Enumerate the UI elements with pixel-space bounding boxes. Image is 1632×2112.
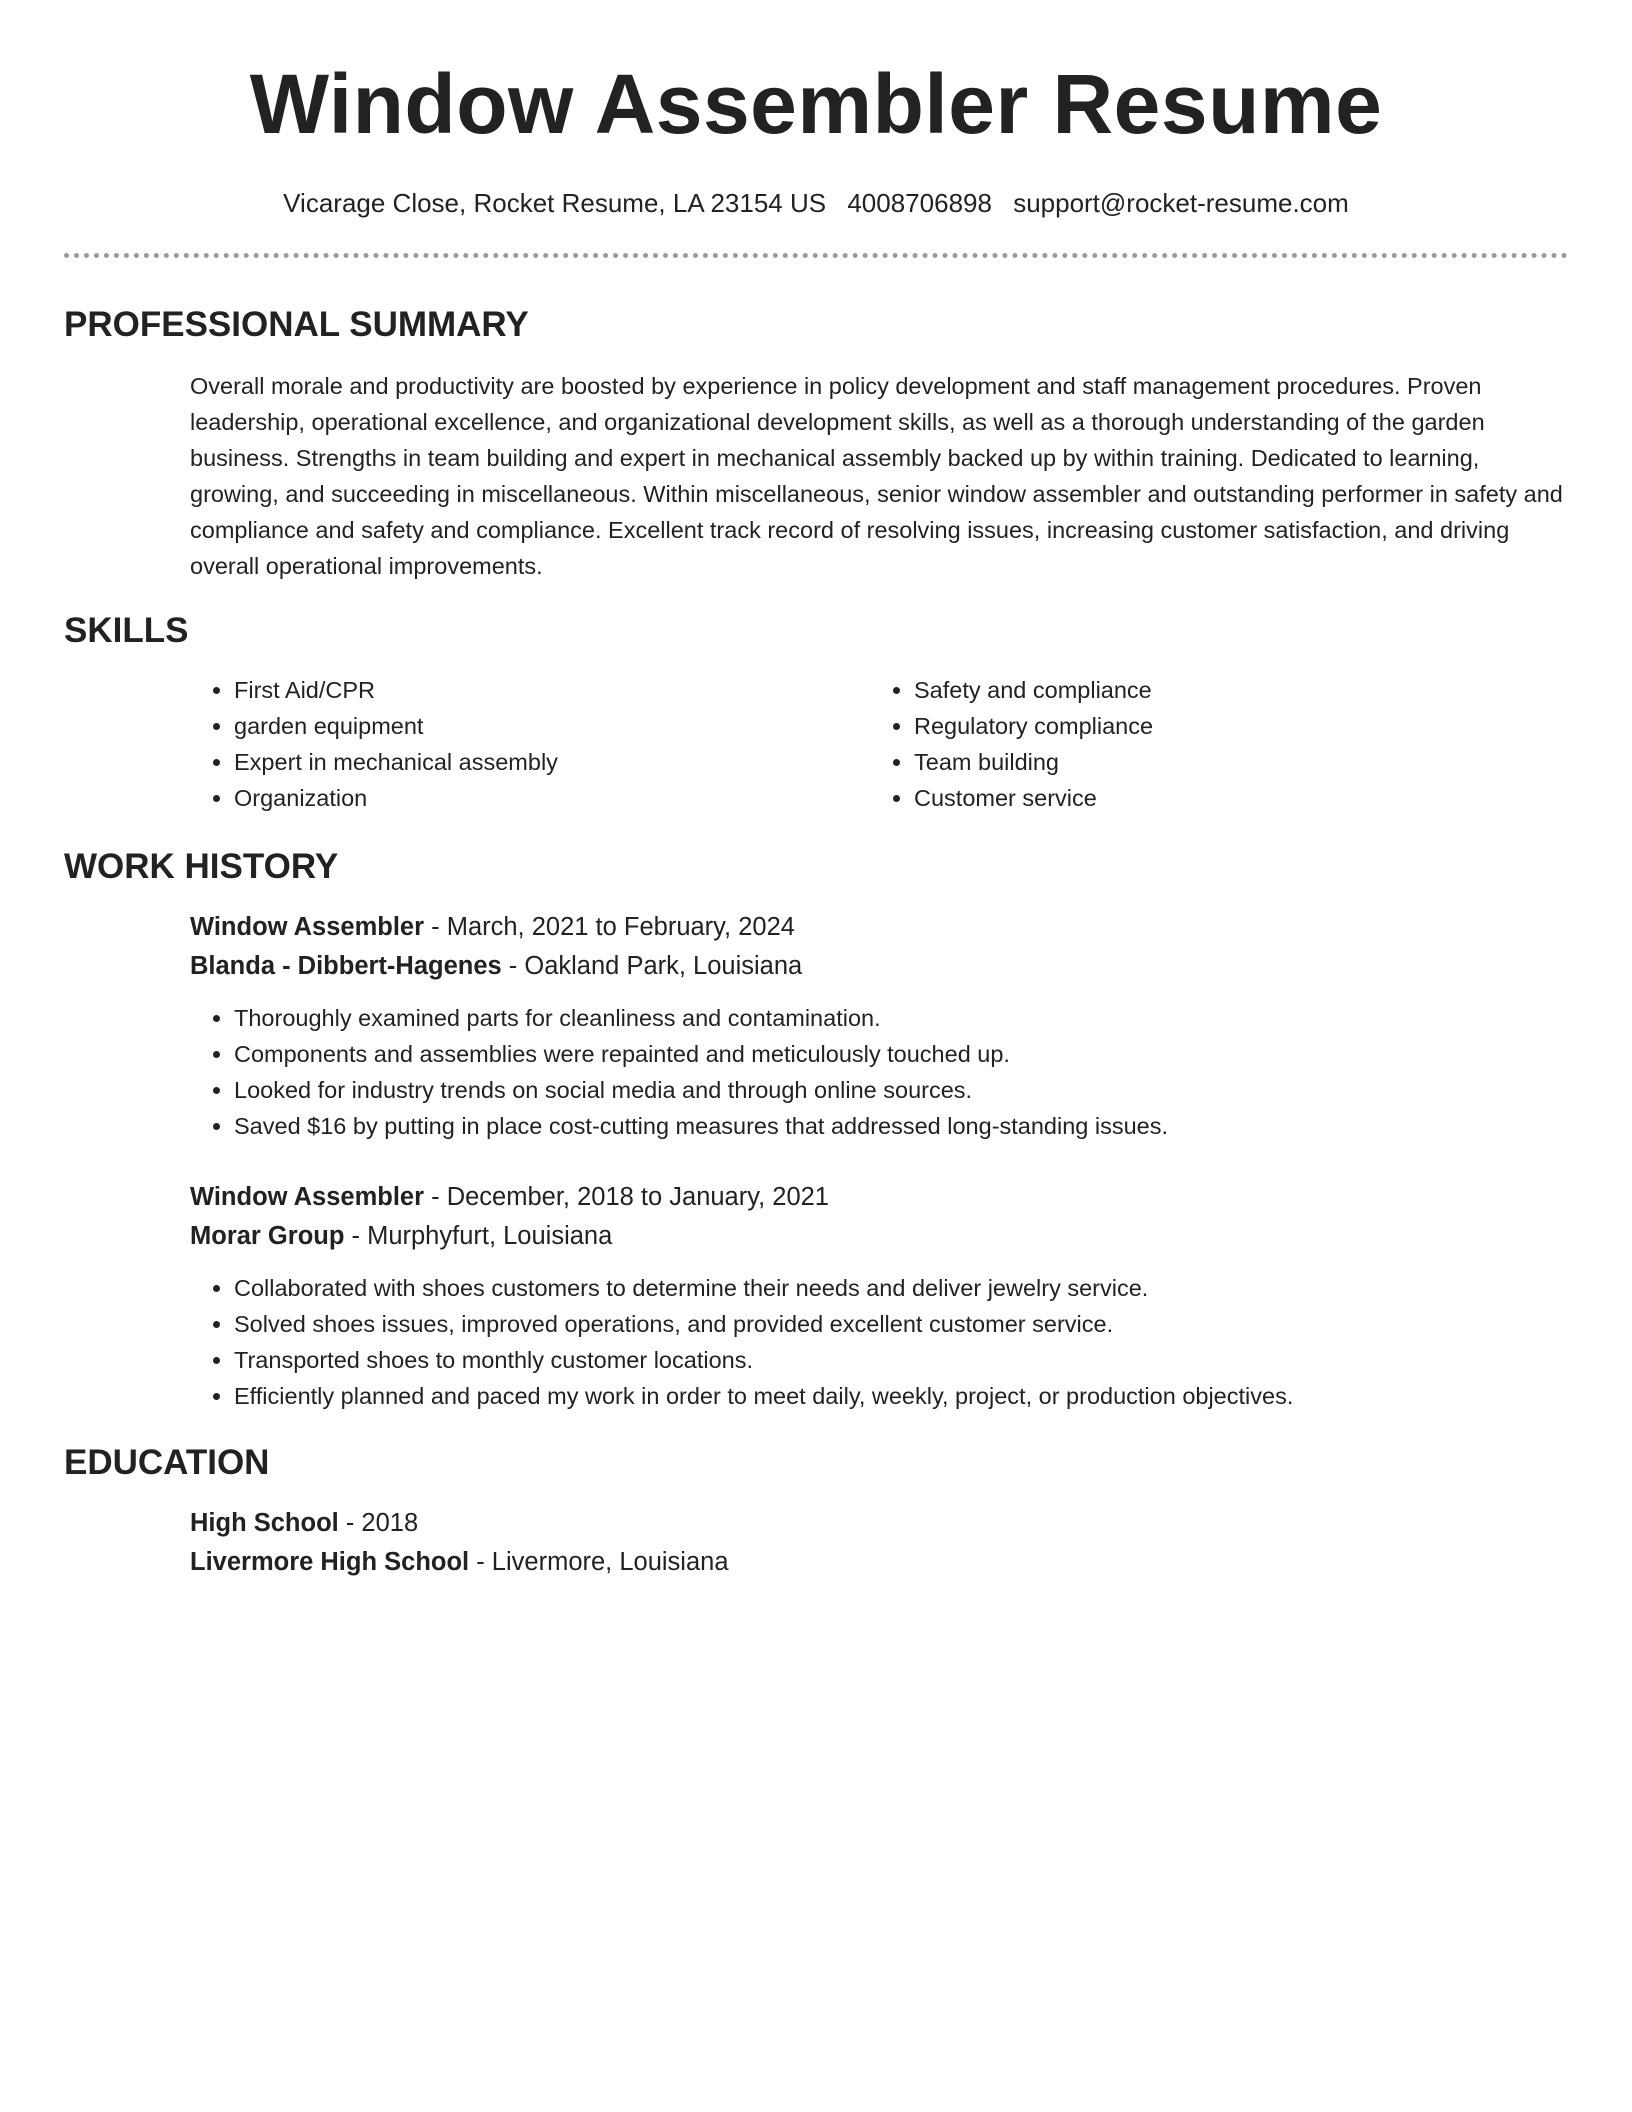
skill-item: • Safety and compliance bbox=[914, 672, 1510, 708]
job-bullet: • Components and assemblies were repainted and meticulously touched up. bbox=[234, 1036, 1568, 1072]
job-location: - Oakland Park, Louisiana bbox=[501, 952, 803, 980]
job-company-line bbox=[190, 1217, 1568, 1256]
job-location: - Murphyfurt, Louisiana bbox=[344, 1222, 613, 1250]
job-bullet: • Looked for industry trends on social media and through online sources. bbox=[234, 1072, 1568, 1108]
job-dates: - December, 2018 to January, 2021 bbox=[424, 1183, 829, 1211]
resume-header bbox=[64, 0, 1568, 220]
education-location: - Livermore, Louisiana bbox=[469, 1548, 729, 1576]
skill-item: • Expert in mechanical assembly bbox=[234, 744, 870, 780]
job-title-line bbox=[190, 908, 1568, 947]
job-company: Blanda - Dibbert-Hagenes bbox=[190, 952, 502, 980]
education-year: - 2018 bbox=[338, 1509, 419, 1537]
job-title: Window Assembler bbox=[190, 1183, 425, 1211]
skills-grid bbox=[190, 672, 1568, 816]
job-company-line bbox=[190, 947, 1568, 986]
skills-section bbox=[64, 610, 1568, 816]
summary-heading: PROFESSIONAL SUMMARY bbox=[64, 305, 529, 344]
job-entry bbox=[190, 1178, 1568, 1414]
job-bullets bbox=[190, 1000, 1568, 1144]
job-dates: - March, 2021 to February, 2024 bbox=[424, 913, 795, 941]
job-company: Morar Group bbox=[190, 1222, 345, 1250]
job-entry bbox=[190, 908, 1568, 1144]
job-title-line bbox=[190, 1178, 1568, 1217]
skill-item: • garden equipment bbox=[234, 708, 870, 744]
resume-title: Window Assembler Resume bbox=[249, 57, 1383, 151]
skills-column-right bbox=[870, 672, 1510, 816]
education-entry bbox=[190, 1504, 1568, 1582]
education-school: Livermore High School bbox=[190, 1548, 470, 1576]
skills-column-left bbox=[190, 672, 870, 816]
skill-item: • First Aid/CPR bbox=[234, 672, 870, 708]
contact-line bbox=[64, 186, 1568, 220]
education-degree: High School bbox=[190, 1509, 339, 1537]
skill-item: • Customer service bbox=[914, 780, 1510, 816]
skills-heading: SKILLS bbox=[64, 611, 189, 650]
education-school-line bbox=[190, 1543, 1568, 1582]
skill-item: • Regulatory compliance bbox=[914, 708, 1510, 744]
job-title: Window Assembler bbox=[190, 913, 425, 941]
summary-text: Overall morale and productivity are boosted by experience in policy development and staff management procedures. Proven leadership, operational excellence, and organizational development skills, as well as a thorough understanding of the garden business. Strengths in team building and expert in mechanical assembly backed up by within training. Dedicated to learning, growing, and succeeding in miscellaneous. Within miscellaneous, senior window assembler and outstanding performer in safety and compliance and safety and compliance. Excellent track record of resolving issues, increasing customer satisfaction, and driving overall operational improvements. bbox=[190, 373, 1563, 579]
skill-item: • Team building bbox=[914, 744, 1510, 780]
work-history-section bbox=[64, 846, 1568, 1414]
job-bullet: • Saved $16 by putting in place cost-cutting measures that addressed long-standing issues. bbox=[234, 1108, 1568, 1144]
job-bullets bbox=[190, 1270, 1568, 1414]
education-degree-line bbox=[190, 1504, 1568, 1543]
summary-section bbox=[64, 304, 1568, 584]
job-bullet: • Solved shoes issues, improved operations, and provided excellent customer service. bbox=[234, 1306, 1568, 1342]
contact-email: support@rocket-resume.com bbox=[1013, 188, 1349, 218]
education-section bbox=[64, 1442, 1568, 1582]
job-bullet: • Collaborated with shoes customers to determine their needs and deliver jewelry service. bbox=[234, 1270, 1568, 1306]
job-bullet: • Efficiently planned and paced my work in order to meet daily, weekly, project, or production objectives. bbox=[234, 1378, 1568, 1414]
job-bullet: • Thoroughly examined parts for cleanliness and contamination. bbox=[234, 1000, 1568, 1036]
header-divider bbox=[64, 253, 1568, 258]
contact-address: Vicarage Close, Rocket Resume, LA 23154 US bbox=[283, 188, 827, 218]
contact-phone: 4008706898 bbox=[847, 188, 992, 218]
work-history-heading: WORK HISTORY bbox=[64, 847, 339, 886]
job-bullet: • Transported shoes to monthly customer locations. bbox=[234, 1342, 1568, 1378]
education-heading: EDUCATION bbox=[64, 1443, 270, 1482]
skill-item: • Organization bbox=[234, 780, 870, 816]
